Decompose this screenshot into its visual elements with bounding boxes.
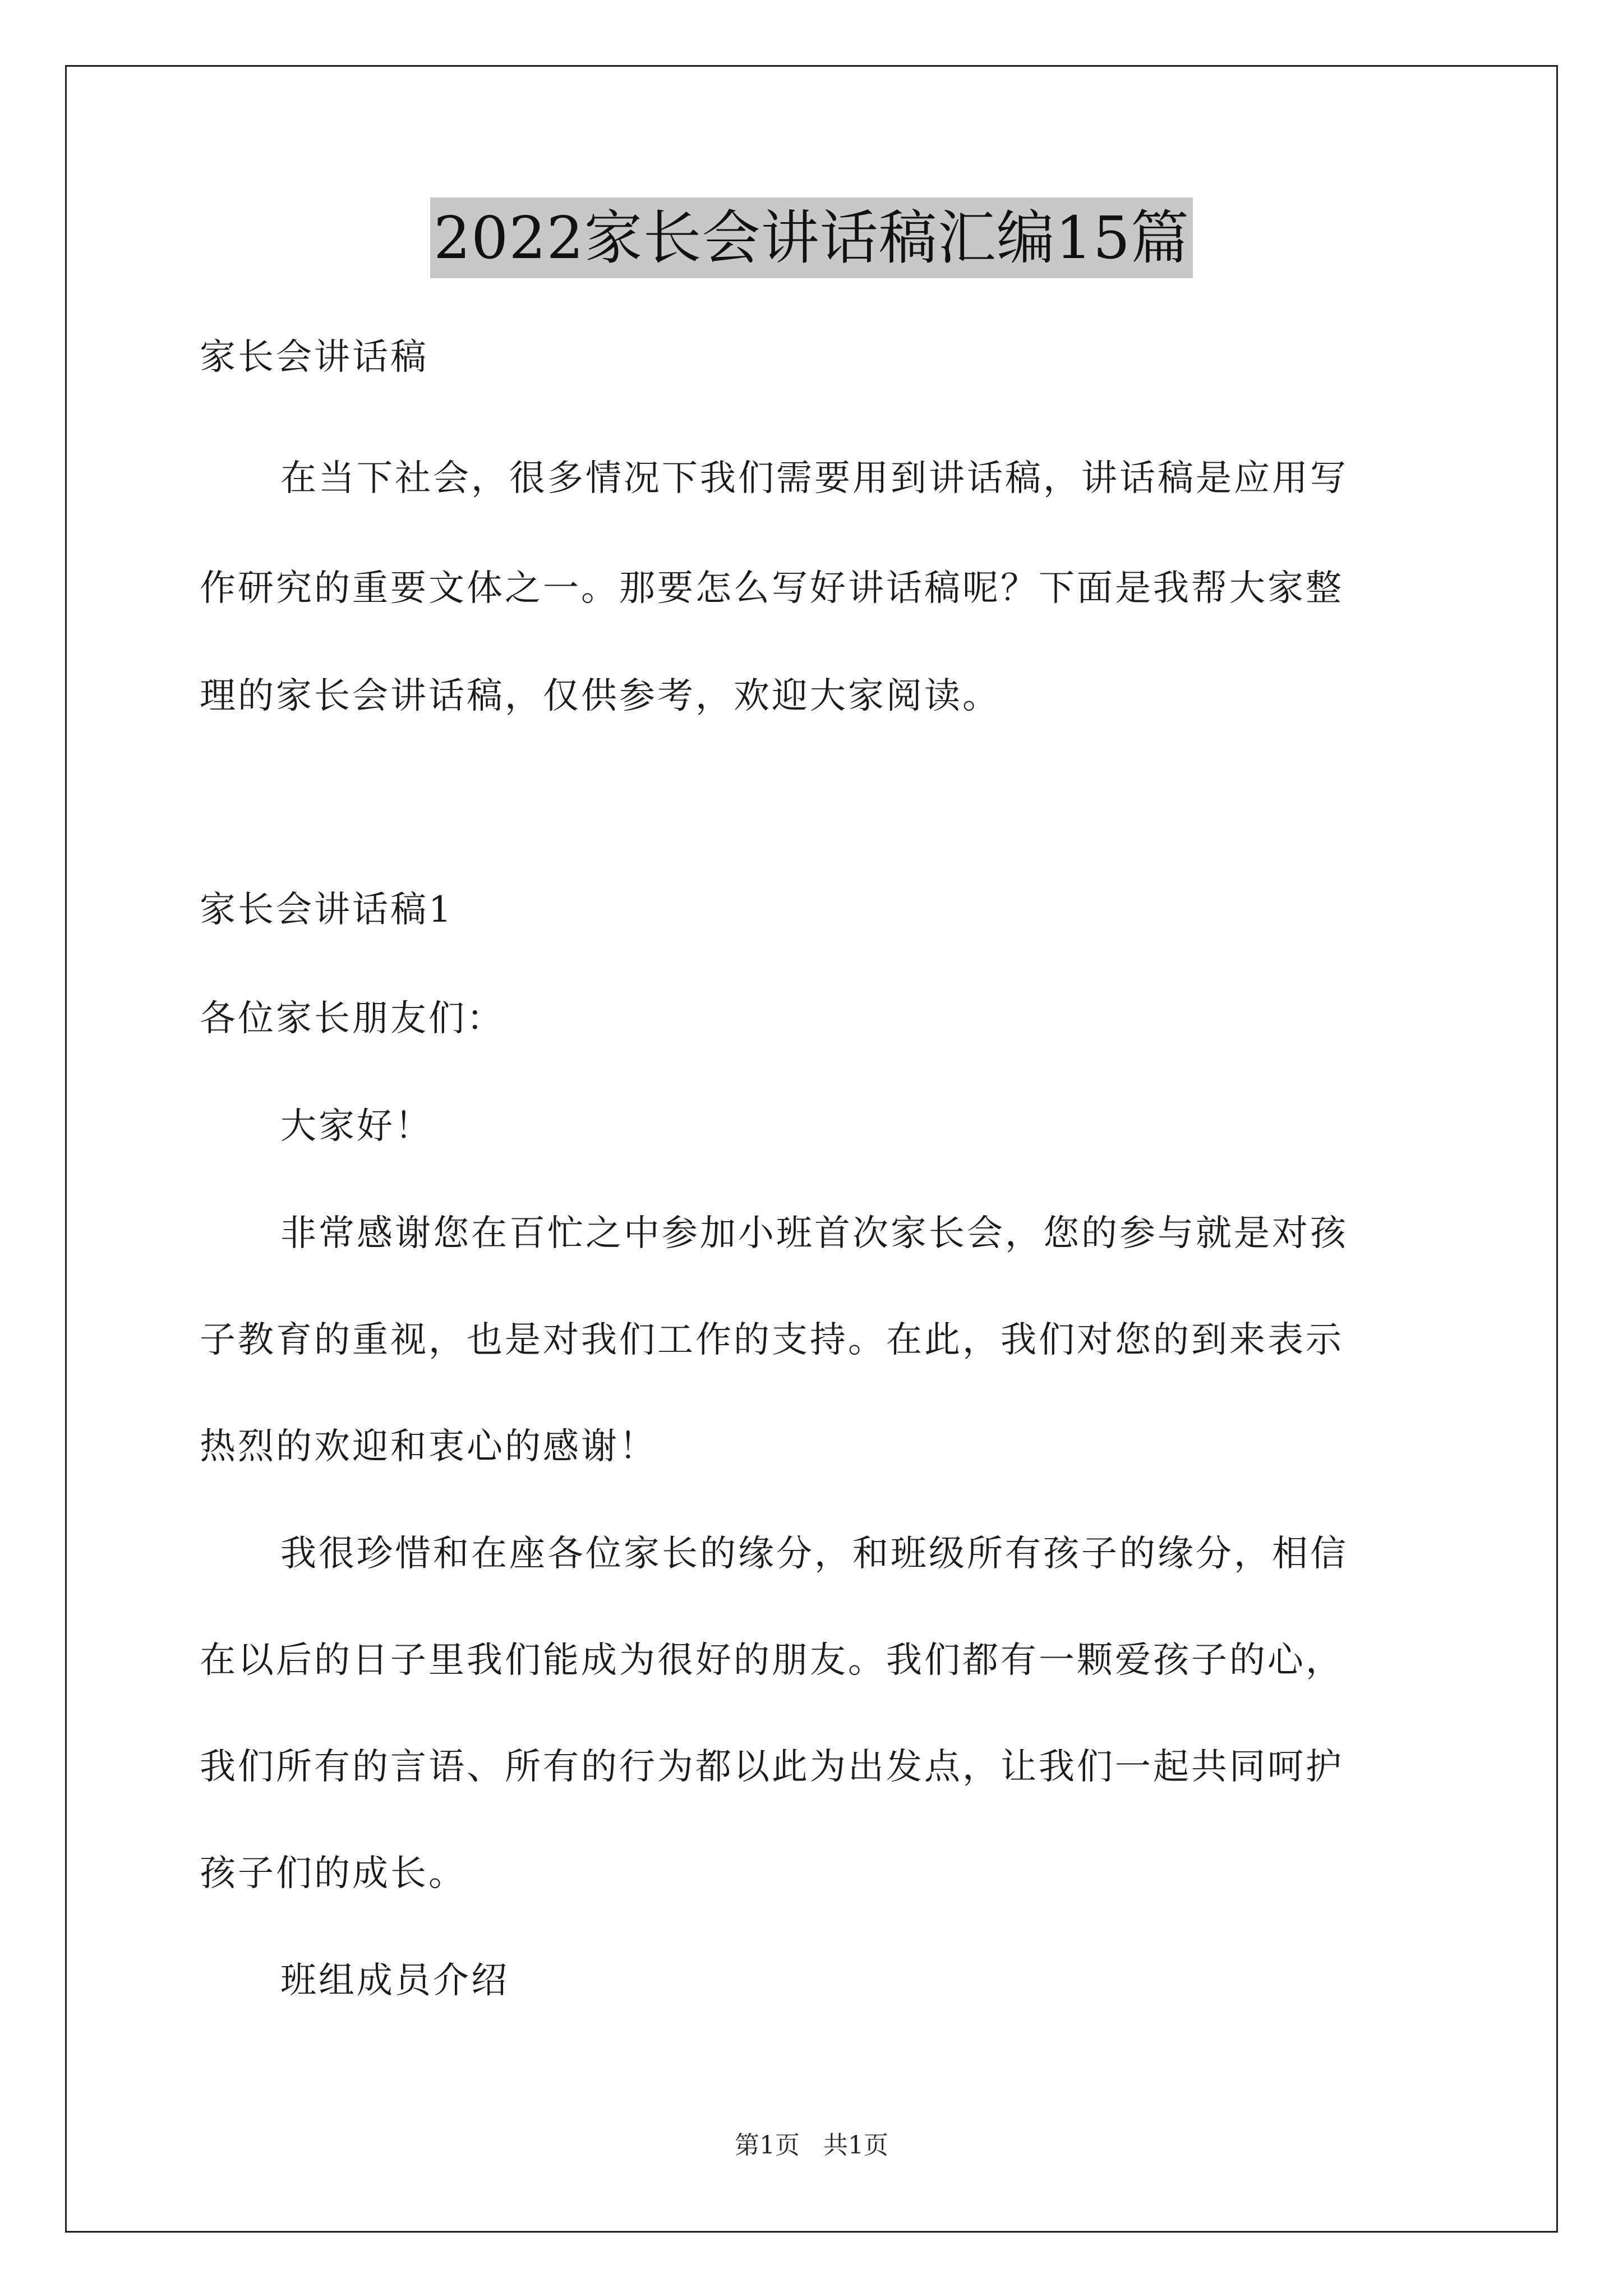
salutation: 各位家长朋友们： [200,998,505,1039]
section-heading: 家长会讲话稿 [200,337,428,378]
document-title: 2022家长会讲话稿汇编15篇 [430,197,1193,278]
paragraph-line: 子教育的重视，也是对我们工作的支持。在此，我们对您的到来表示 [200,1319,1344,1361]
paragraph-line: 在当下社会，很多情况下我们需要用到讲话稿，讲话稿是应用写 [280,458,1348,499]
section-heading: 班组成员介绍 [280,1960,509,2001]
page-total: 共1页 [823,2131,888,2160]
section-heading: 家长会讲话稿1 [200,889,454,931]
paragraph-line: 非常感谢您在百忙之中参加小班首次家长会，您的参与就是对孩 [280,1213,1348,1254]
paragraph-line: 孩子们的成长。 [200,1853,467,1894]
greeting: 大家好！ [280,1106,433,1147]
paragraph-line: 热烈的欢迎和衷心的感谢！ [200,1426,657,1467]
paragraph-line: 作研究的重要文体之一。那要怎么写好讲话稿呢？下面是我帮大家整 [200,568,1344,609]
paragraph-line: 我很珍惜和在座各位家长的缘分，和班级所有孩子的缘分，相信 [280,1533,1348,1575]
paragraph-line: 在以后的日子里我们能成为很好的朋友。我们都有一颗爱孩子的心， [200,1640,1344,1681]
page-footer [0,2129,1623,2162]
paragraph-line: 我们所有的言语、所有的行为都以此为出发点，让我们一起共同呵护 [200,1746,1344,1788]
page-number: 第1页 [735,2131,800,2160]
paragraph-line: 理的家长会讲话稿，仅供参考，欢迎大家阅读。 [200,675,1000,717]
title-container [0,197,1623,278]
